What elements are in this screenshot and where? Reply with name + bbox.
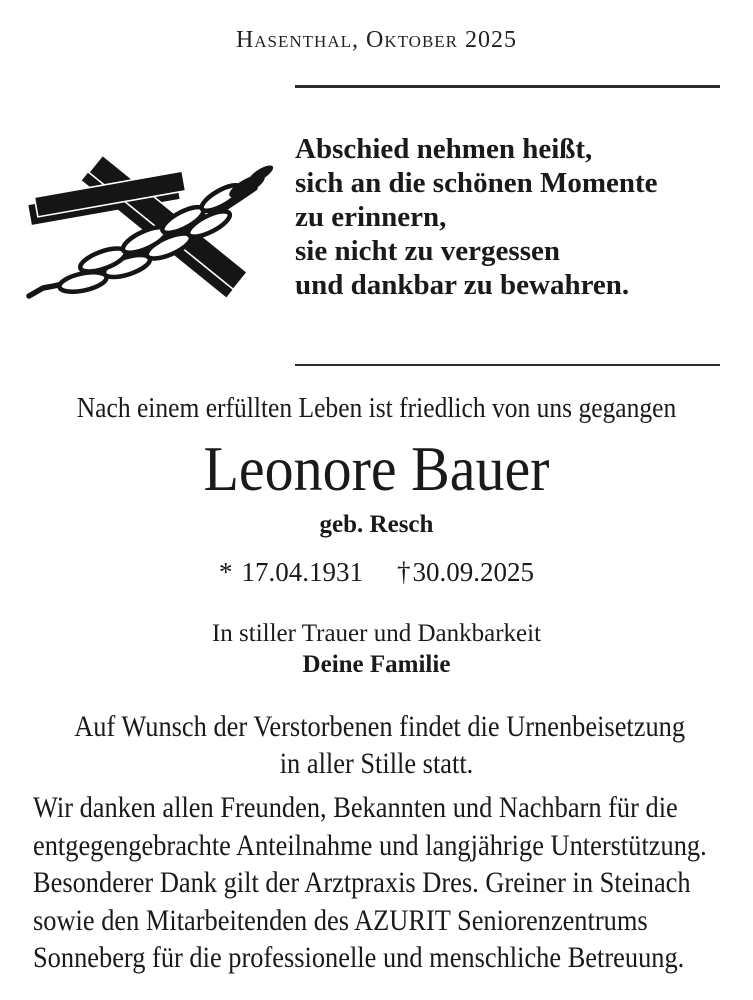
quote-line: zu erinnern,: [295, 201, 447, 233]
memorial-row: [33, 132, 720, 302]
memorial-quote: [295, 132, 720, 302]
wish-line: Auf Wunsch der Verstorbenen findet die Urnenbeisetzung: [74, 710, 686, 743]
thanks-line: Wir danken allen Freunden, Bekannten und Nachbarn für die: [33, 791, 678, 824]
thanks-line: sowie den Mitarbeitenden des AZURIT Seniorenzentrums: [33, 903, 648, 937]
thanks-line: Sonneberg für die professionelle und menschliche Betreuung.: [33, 941, 685, 974]
cross-laurel-icon: [25, 132, 275, 302]
deceased-name: Leonore Bauer: [203, 434, 550, 504]
life-dates: [33, 556, 720, 588]
mourning-line: In stiller Trauer und Dankbarkeit: [211, 620, 542, 647]
thanks-line: entgegengebrachte Anteilnahme und langjährige Unterstützung.: [33, 828, 707, 862]
dateline: Hasenthal, Oktober 2025: [235, 27, 518, 53]
memorial-icon-wrap: [33, 132, 295, 302]
mourning-block: [33, 618, 720, 680]
death-date-group: [397, 556, 534, 588]
death-date: 30.09.2025: [412, 557, 534, 587]
thanks-line: Besonderer Dank gilt der Arztpraxis Dres. Greiner in Steinach: [33, 866, 691, 899]
announcement-intro: Nach einem erfüllten Leben ist friedlich von uns gegangen: [76, 392, 677, 424]
top-divider: [295, 85, 720, 88]
maiden-name: geb. Resch: [319, 511, 434, 538]
quote-line: Abschied nehmen heißt,: [295, 133, 593, 165]
thanks-paragraph: [33, 789, 720, 977]
death-symbol: †: [397, 557, 411, 587]
family-line: Deine Familie: [302, 651, 451, 678]
wish-line: in aller Stille statt.: [279, 747, 474, 780]
birth-symbol: *: [219, 557, 233, 587]
quote-line: und dankbar zu bewahren.: [295, 269, 630, 301]
quote-line: sich an die schönen Momente: [295, 167, 658, 199]
wish-block: [33, 708, 720, 782]
quote-line: sie nicht zu vergessen: [295, 235, 560, 267]
middle-divider: [295, 364, 720, 366]
birth-date: 17.04.1931: [241, 557, 363, 587]
birth-date-group: [219, 556, 363, 588]
